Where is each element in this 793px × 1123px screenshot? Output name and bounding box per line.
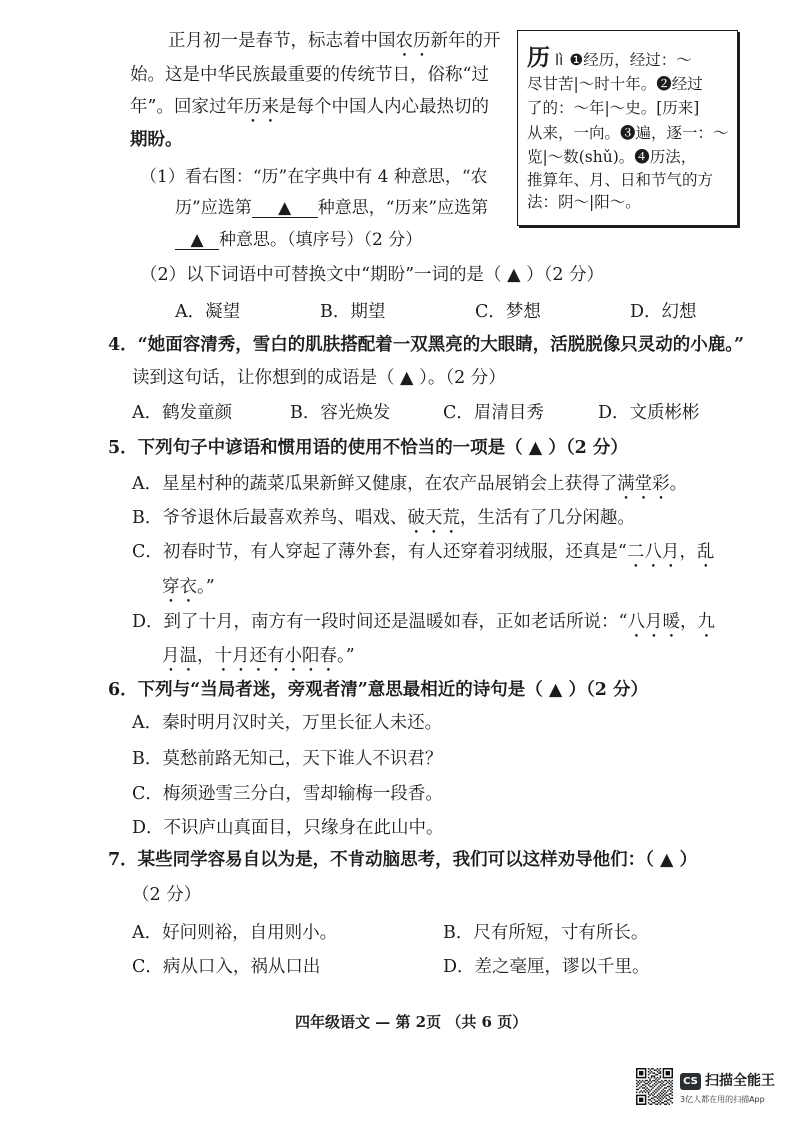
question-text: 种意思。（填序号）（2 分） — [219, 230, 423, 250]
q3-part2-stem: （2）以下词语中可替换文中“期盼”一词的是（ ▲ ）（2 分） — [140, 265, 605, 285]
dotted-word: 农历 — [395, 31, 431, 51]
camscanner-logo: CS — [680, 1073, 701, 1090]
question-text: 5．下列句子中谚语和惯用语的使用 — [108, 438, 383, 458]
question-text: 历”应选第 — [175, 198, 252, 218]
dictionary-line: 尽甘苦|～时十年。❷经过 — [527, 75, 703, 93]
answer-blank: ▲ — [175, 232, 219, 250]
passage-text: 新年的开 — [430, 31, 501, 51]
q4-option-c: C．眉清目秀 — [443, 403, 544, 423]
option-text: 。 — [669, 474, 688, 494]
q3-part2-option-c: C．梦想 — [475, 302, 541, 322]
option-text: 。” — [197, 577, 215, 597]
q3-part2-option-d: D．幻想 — [630, 302, 697, 322]
dictionary-pinyin: lì — [555, 51, 564, 69]
q7-points: （2 分） — [132, 885, 202, 905]
q7-option-b: B．尺有所短，寸有所长。 — [443, 923, 649, 943]
passage-line-2: 始。这是中华民族最重要的传统节日，俗称“过 — [130, 65, 489, 85]
passage-text: 正月初一是春节，标志着中国 — [168, 31, 396, 51]
q3-part2-option-b: B．期望 — [320, 302, 386, 322]
q5-option-d-line-1 — [132, 612, 715, 642]
question-text: 种意思，“历来”应选第 — [317, 198, 489, 218]
q7-option-a: A．好问则裕，自用则小。 — [132, 923, 338, 943]
answer-blank: ▲ — [252, 200, 318, 218]
q3-part1-line-2 — [175, 199, 488, 218]
dictionary-line: 推算年、月、日和节气的方 — [527, 171, 714, 189]
watermark-app-name: 扫描全能王 — [705, 1073, 775, 1089]
q3-part1-line-3 — [175, 231, 422, 250]
bold-keyword: 不恰当 — [382, 438, 436, 458]
q6-stem: 6．下列与“当局者迷，旁观者清”意思最相近的诗句是（ ▲ ）（2 分） — [108, 680, 648, 700]
q7-option-d: D．差之毫厘，谬以千里。 — [443, 957, 650, 977]
dotted-phrase: 八月暖，九 — [627, 612, 715, 632]
q5-stem — [108, 439, 628, 457]
dictionary-definition: ❶经历，经过：～ — [569, 51, 692, 69]
dictionary-line — [527, 45, 692, 73]
q3-part2-option-a: A．凝望 — [175, 302, 241, 322]
page-footer: 四年级语文 — 第 2页 （共 6 页） — [295, 1013, 528, 1031]
qr-code-icon — [636, 1068, 673, 1105]
q4-option-b: B．容光焕发 — [290, 403, 391, 423]
option-text: ，生活有了几分闲趣。 — [459, 508, 635, 528]
dotted-phrase: 月温，十月还有小阳春 — [162, 646, 337, 666]
dictionary-box — [517, 30, 738, 226]
q5-option-d-line-2 — [162, 646, 355, 676]
option-text: C．初春时节，有人穿起了薄外套，有人还穿着羽绒服，还真是“ — [132, 542, 627, 562]
dotted-phrase: 二八月，乱 — [626, 542, 715, 562]
dotted-phrase: 满堂彩 — [617, 474, 670, 494]
option-text: D．到了十月，南方有一段时间还是温暖如春，正如老话所说：“ — [132, 612, 628, 632]
q7-option-c: C．病从口入，祸从口出 — [132, 957, 321, 977]
q5-option-a — [132, 474, 687, 504]
q5-option-c-line-1 — [132, 542, 714, 572]
dictionary-line: 览|～数(shǔ)。❹历法， — [527, 148, 697, 166]
q5-option-b — [132, 508, 635, 538]
dictionary-line: 了的：～年|～史。[历来] — [527, 99, 700, 117]
option-text: 。” — [337, 646, 355, 666]
q6-option-a: A．秦时明月汉时关，万里长征人未还。 — [132, 713, 443, 733]
dotted-phrase: 穿衣 — [162, 577, 197, 597]
q7-stem: 7．某些同学容易自以为是，不肯动脑思考，我们可以这样劝导他们：（ ▲ ） — [108, 850, 698, 870]
q6-option-c: C．梅须逊雪三分白，雪却输梅一段香。 — [132, 784, 443, 804]
dictionary-line: 从来，一向。❸遍，逐一：～ — [527, 124, 729, 142]
q4-stem: 4．“她面容清秀，雪白的肌肤搭配着一双黑亮的大眼睛，活脱脱像只灵动的小鹿。” — [108, 335, 745, 355]
watermark-tagline: 3亿人都在用的扫描App — [680, 1095, 765, 1104]
passage-text: 是每个中国人内心最热切的 — [278, 97, 489, 117]
q3-part1-line-1: （1）看右图：“历”在字典中有 4 种意思，“农 — [140, 167, 488, 187]
passage-text: 年”。回家过年 — [130, 97, 244, 117]
q4-option-a: A．鹤发童颜 — [132, 403, 233, 423]
dictionary-line: 法：阴～|阳～。 — [527, 193, 641, 211]
q4-prompt: 读到这句话，让你想到的成语是（ ▲ ）。（2 分） — [132, 368, 506, 388]
dictionary-headword: 历 — [527, 44, 550, 71]
q5-option-c-line-2 — [162, 577, 215, 607]
passage-line-4: 期盼。 — [130, 130, 183, 150]
option-text: B．爷爷退休后最喜欢养鸟、唱戏、 — [132, 508, 408, 528]
q6-option-b: B．莫愁前路无知己，天下谁人不识君？ — [132, 749, 443, 769]
passage-line-3 — [130, 97, 489, 127]
dotted-phrase: 破天荒 — [407, 508, 460, 528]
option-text: A．星星村种的蔬菜瓜果新鲜又健康，在农产品展销会上获得了 — [132, 474, 618, 494]
passage-line-1 — [168, 31, 501, 61]
q6-option-d: D．不识庐山真面目，只缘身在此山中。 — [132, 818, 444, 838]
question-text: 的一项是（ ▲ ）（2 分） — [435, 438, 628, 458]
q4-option-d: D．文质彬彬 — [598, 403, 700, 423]
dotted-word: 历来 — [243, 97, 279, 117]
